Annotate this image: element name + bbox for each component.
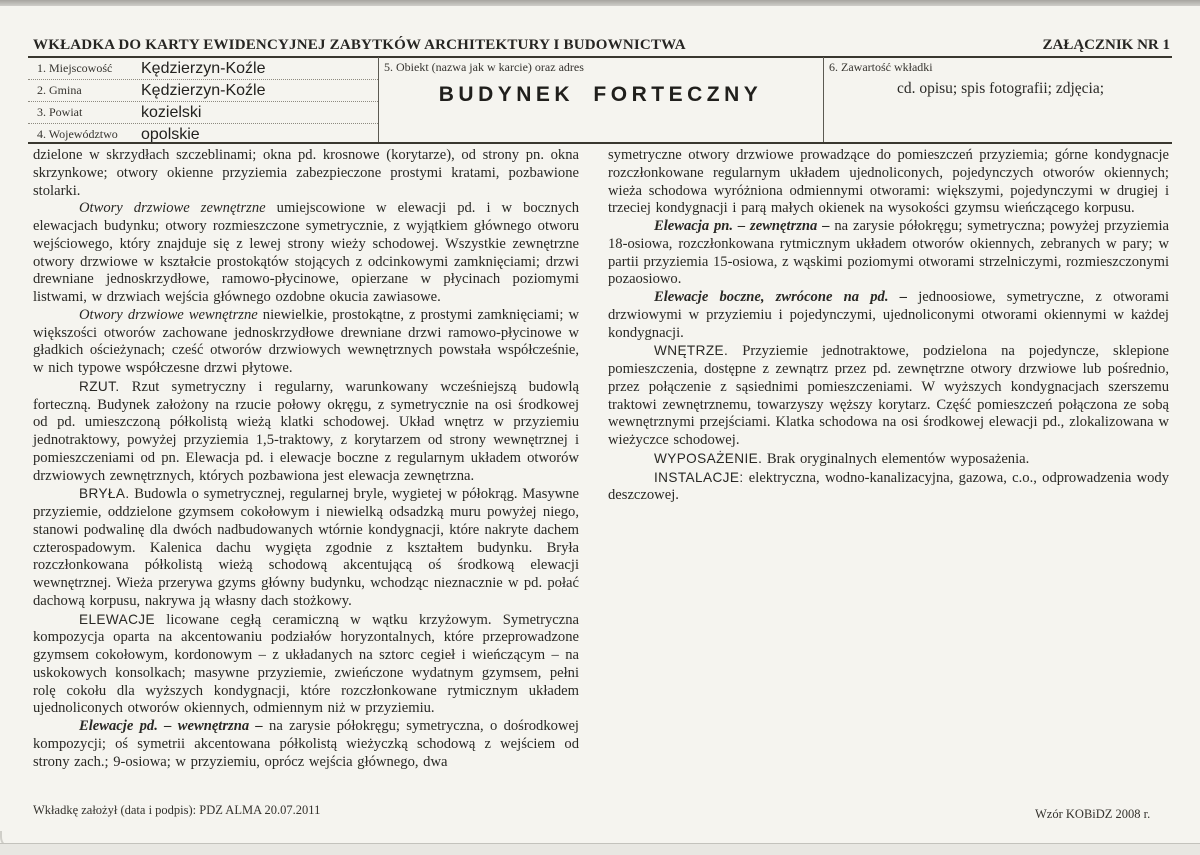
field-label: 1. Miejscowość: [37, 61, 113, 75]
field-value: Kędzierzyn-Koźle: [141, 59, 266, 77]
contents-cell-label: 6. Zawartość wkładki: [829, 60, 933, 74]
paragraph: [608, 147, 1169, 218]
description-right-column: [608, 147, 1169, 505]
paragraph-text: niewielkie, prostokątne, z prostymi zamknięciami; w większości otworów zachowane jednoskrzydłowe drewniane drzwi ramowo-płycinowe w gładkich ościeżynach; cześć otworów drzwiowych wewnętrznych powstała współcześnie, w nich typowe współczesne drzwi płytowe.: [33, 306, 579, 376]
contents-value: cd. opisu; spis fotografii; zdjęcia;: [896, 80, 1105, 97]
object-name: BUDYNEK FORTECZNY: [438, 83, 763, 106]
scan-edge-top: [0, 0, 1200, 6]
field-label: 3. Powiat: [37, 105, 83, 119]
field-value: kozielski: [141, 103, 202, 121]
section-heading: ELEWACJE: [79, 611, 155, 627]
page-title: WKŁADKA DO KARTY EWIDENCYJNEJ ZABYTKÓW ARCHITEKTURY I BUDOWNICTWA: [33, 37, 686, 53]
paragraph-lead: Elewacja pn. – zewnętrzna –: [654, 218, 830, 234]
field-label: 4. Województwo: [37, 127, 118, 141]
paragraph: [33, 307, 579, 378]
table-row: [28, 102, 378, 124]
section-heading: WNĘTRZE.: [654, 343, 729, 359]
paragraph-text: Rzut symetryczny i regularny, warunkowany wcześniejszą budowlą forteczną. Budynek założony na rzucie połowy okręgu, z symetrycznie na osi środkowej od pd. umieszczoną półkolistą wieżą klatki schodowej. Układ wnętrz w przyziemiu jednotraktowy, powyżej przyziemia 1,5-traktowy, z korytarzem od strony wewnętrznej i pomieszczeniami od pn. Elewacja pd. i elewacje boczne z regularnym układem otworów drzwiowych zewnętrznych, których pozbawiona jest elewacja zewnętrzna.: [33, 378, 579, 484]
paragraph: [608, 289, 1169, 342]
paragraph-text: dzielone w skrzydłach szczeblinami; okna pd. krosnowe (korytarze), od strony pn. okna skrzynkowe; otwory okienne przyziemia zabezpieczone prostymi kratami, pozbawione stolarki.: [33, 147, 579, 199]
paragraph-text: licowane cegłą ceramiczną w wątku krzyżowym. Symetryczna kompozycja oparta na akcentowaniu podziałów horyzontalnych, które przeprowadzone gzymsem cokołowym, kordonowym – z układanych na sztorc cegieł i wieńczącym – na uskokowych konsolkach; masywne przyziemie, zwieńczone wydatnym gzymsem, pełni rolę cokołu dla wyższych kondygnacji, które rozczłonkowane rytmicznym układem ujednoliconych otworów okiennych, odmiennym niż w przyziemiu.: [33, 611, 579, 717]
paragraph-text: na zarysie półokręgu; symetryczna; powyżej przyziemia 18-osiowa, rozczłonkowana rytmicznym układem otworów okiennych, zebranych w pary; w partii przyziemia 15-osiowa, z wąskimi poziomymi otworami strzelniczymi, rozmieszczonymi pozaosiowo.: [608, 218, 1169, 288]
paragraph-text: Brak oryginalnych elementów wyposażenia.: [762, 450, 1030, 467]
paragraph: [608, 469, 1169, 506]
table-bottom-rule: [28, 142, 1172, 144]
field-value: opolskie: [141, 125, 200, 143]
paragraph-lead: Otwory drzwiowe wewnętrzne: [79, 306, 258, 323]
table-row: [28, 58, 378, 80]
paragraph: [33, 485, 579, 610]
paragraph: [33, 378, 579, 486]
description-left-column: [33, 147, 579, 771]
paragraph-text: Budowla o symetrycznej, regularnej bryle, wygietej w półokrąg. Masywne przyziemie, oddzielone gzymsem cokołowym i niewielką odsadzką muru powyżej niego, stanowi podwalinę dla dwóch nadbudowanych wtórnie kondygnacji, które nakryte dachem czterospadowym. Kalenica dachu wygięta zgodnie z kształtem budynku. Bryła rozczłonkowana półkolistą wieżą schodową akcentującą oś środkową elewacji wewnętrznej. Wieża przerywa gzyms główny budynku, wchodząc nieznacznie w pd. połać dachową korpusu, nakrywa ją własny dach stożkowy.: [33, 486, 579, 609]
paragraph-text: na zarysie półokręgu; symetryczna, o dośrodkowej kompozycji; oś symetrii akcentowana półkolistą wieżyczką schodową z wejściem od strony zach.; 9-osiowa; w przyziemiu, oprócz wejścia głównego, dwa: [33, 718, 579, 770]
section-heading: RZUT.: [79, 378, 120, 394]
paragraph-text: umiejscowione w elewacji pd. i w bocznych elewacjach budynku; otwory rozmieszczone symetrycznie, z wyjątkiem głównego otworu wejściowego, który znajduje się z lewej strony wieży schodowej. Wszystkie zewnętrzne otwory drzwiowe w kształcie prostokątów stojących z odcinkowymi zamknięciami; drzwi drewniane jednoskrzydłowe, ramowo-płycinowe, opierzane w płycinach poziomymi listwami, w drzwiach wejścia głównego ozdobne okucia zawiasowe.: [33, 200, 579, 305]
paragraph: [33, 718, 579, 771]
paragraph-lead: Otwory drzwiowe zewnętrzne: [79, 200, 266, 217]
header-row: [33, 37, 1170, 54]
section-heading: BRYŁA.: [79, 486, 130, 502]
paragraph: [608, 450, 1169, 469]
paragraph-lead: Elewacje boczne, zwrócone na pd. –: [654, 289, 907, 305]
created-by-note: Wkładkę założył (data i podpis): PDZ ALMA 20.07.2011: [33, 803, 321, 817]
paragraph: [33, 200, 579, 307]
paragraph-text: elektryczna, wodno-kanalizacyjna, gazowa, c.o., odprowadzenia wody deszczowej.: [608, 469, 1169, 504]
field-label: 2. Gmina: [37, 83, 82, 97]
form-version-note: Wzór KOBiDZ 2008 r.: [1035, 807, 1151, 821]
table-divider: [823, 57, 824, 142]
section-heading: WYPOSAŻENIE.: [654, 450, 763, 466]
paragraph-text: symetryczne otwory drzwiowe prowadzące do pomieszczeń przyziemia; górne kondygnacje rozczłonkowane regularnym układem ujednoliconych, pojedynczych otworów okiennych; wieża schodowa wyróżniona odmiennymi otworami: większymi, pojedynczymi w drugiej i trzeciej kondygnacji i parą małych okienek na wysokości gzymsu wieńczącego korpusu.: [608, 147, 1169, 217]
table-row: [28, 80, 378, 102]
paragraph-text: jednoosiowe, symetryczne, z otworami drzwiowymi w przyziemiu i pojedynczymi, ujednoliconymi otworami okiennymi w każdej kondygnacji.: [608, 289, 1169, 341]
scan-edge-bottom: [0, 843, 1200, 855]
paragraph: [608, 342, 1169, 450]
paragraph: [33, 611, 579, 719]
section-heading: INSTALACJE:: [654, 469, 744, 485]
paragraph: [608, 218, 1169, 289]
header-table: [28, 58, 378, 145]
object-cell-label: 5. Obiekt (nazwa jak w karcie) oraz adres: [384, 60, 584, 74]
paragraph-lead: Elewacje pd. – wewnętrzna –: [79, 718, 263, 734]
paragraph: [33, 147, 579, 200]
attachment-label: ZAŁĄCZNIK NR 1: [1042, 37, 1170, 53]
field-value: Kędzierzyn-Koźle: [141, 81, 266, 99]
paragraph-text: Przyziemie jednotraktowe, podzielona na pojedyncze, sklepione pomieszczenia, dostępne z zewnątrz przez pd. zewnętrzne otwory drzwiowe lub pośrednio, przez połączenie z sąsiednimi pomieszczeniami. W wyższych kondygnacjach szerszemu traktowi zewnętrznemu, towarzyszy węższy korytarz. Część pomieszczeń połączona ze sobą wewnętrznymi przejściami. Klatka schodowa na osi środkowej elewacji pd., zlokalizowana w wieżyczce schodowej.: [608, 343, 1169, 448]
